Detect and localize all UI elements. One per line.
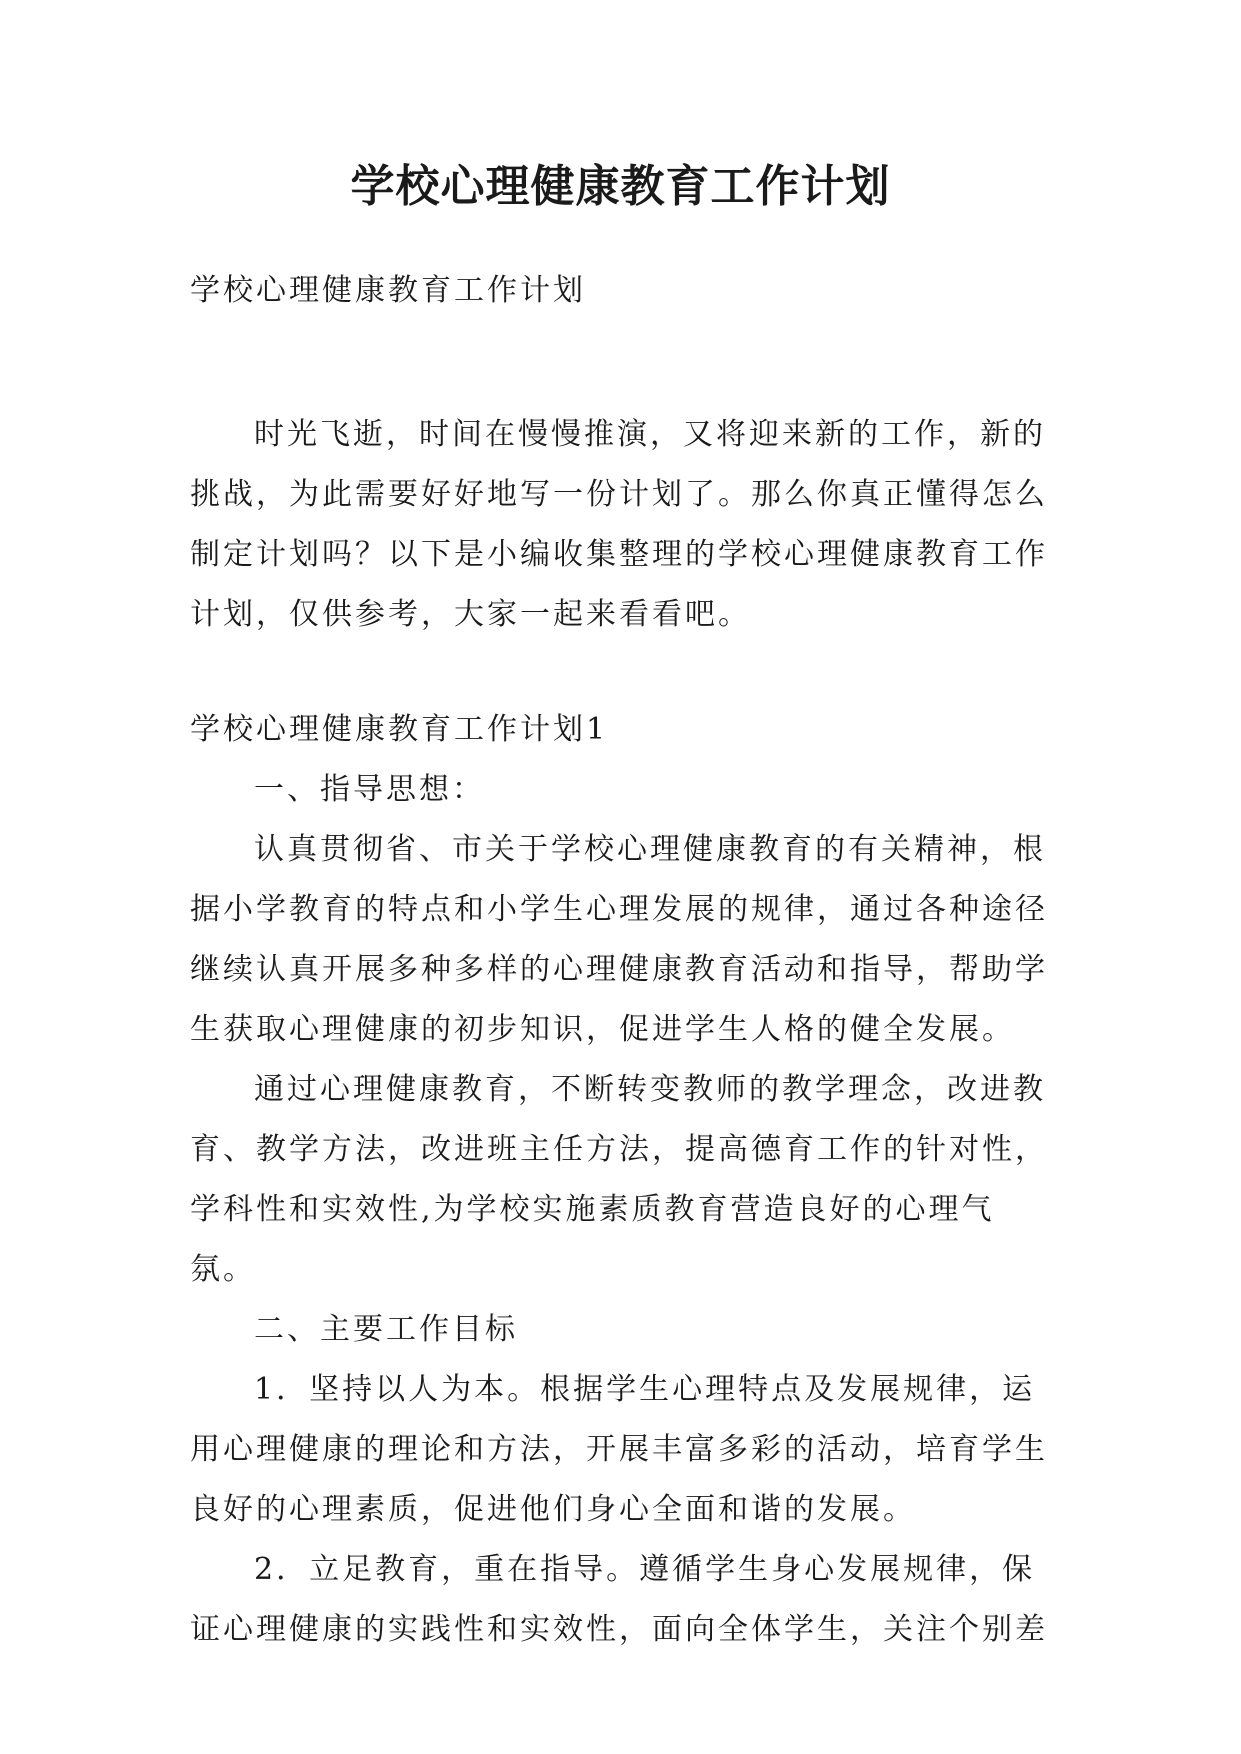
paragraph-guiding-2: 通过心理健康教育，不断转变教师的教学理念，改进教育、教学方法，改进班主任方法，提高德育工作的针对性，学科性和实效性,为学校实施素质教育营造良好的心理气氛。 (190, 1072, 1048, 1287)
heading-guiding-ideology: 一、指导思想： (254, 772, 485, 807)
intro-paragraph: 时光飞逝，时间在慢慢推演，又将迎来新的工作，新的挑战，为此需要好好地写一份计划了。那么你真正懂得怎么制定计划吗？以下是小编收集整理的学校心理健康教育工作计划，仅供参考，大家一起来看看吧。 (190, 417, 1048, 632)
document-subtitle: 学校心理健康教育工作计划 (190, 273, 586, 308)
heading-main-goals: 二、主要工作目标 (254, 1312, 518, 1347)
goal-item-2: 2．立足教育，重在指导。遵循学生身心发展规律，保证心理健康的实践性和实效性，面向全体学生，关注个别差 (190, 1552, 1048, 1647)
goal-item-1: 1．坚持以人为本。根据学生心理特点及发展规律，运用心理健康的理论和方法，开展丰富多彩的活动，培育学生良好的心理素质，促进他们身心全面和谐的发展。 (190, 1372, 1048, 1527)
intro-block (190, 405, 1050, 645)
section-title: 学校心理健康教育工作计划1 (190, 712, 609, 747)
plan-section (190, 700, 1050, 1660)
paragraph-guiding-1: 认真贯彻省、市关于学校心理健康教育的有关精神，根据小学教育的特点和小学生心理发展的规律，通过各种途径继续认真开展多种多样的心理健康教育活动和指导，帮助学生获取心理健康的初步知识，促进学生人格的健全发展。 (190, 832, 1048, 1047)
document-title: 学校心理健康教育工作计划 (350, 161, 891, 212)
